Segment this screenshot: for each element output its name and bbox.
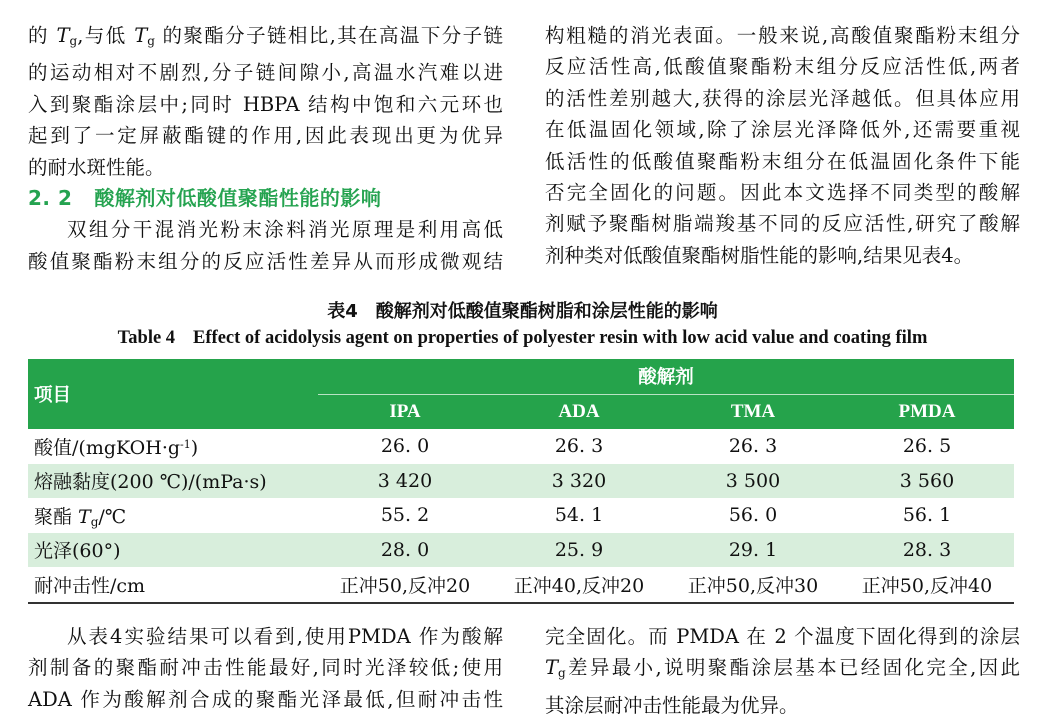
paragraph-line: 的 $T_g$,与低 $T_g$ 的聚酯分子链相比,其在高温下分子链 (28, 24, 503, 48)
table-cell: 54. 1 (554, 504, 604, 527)
text-column-bottom-right (545, 621, 1020, 721)
table-cell: 25. 9 (492, 533, 666, 568)
paragraph-line: 在低温固化领域,除了涂层光泽降低外,还需要重视 (545, 118, 1020, 142)
table-caption-zh: 表4 酸解剂对低酸值聚酯树脂和涂层性能的影响 (327, 301, 718, 322)
row-label: 酸值$/(mgKOH\cdot g^{-1})$ (34, 436, 199, 459)
table-cell: 28. 0 (318, 533, 492, 568)
table-row (28, 498, 1014, 533)
header-item: 项目 (28, 359, 318, 429)
section-number: 2. 2 (28, 186, 73, 211)
paragraph-line: 剂赋予聚酯树脂端羧基不同的反应活性,研究了酸解 (545, 212, 1020, 236)
paragraph-line: 起到了一定屏蔽酯键的作用,因此表现出更为优异 (28, 124, 503, 148)
table-cell: 正冲50,反冲30 (666, 567, 840, 603)
paragraph-line: 双组分干混消光粉末涂料消光原理是利用高低 (67, 218, 503, 242)
table-row (28, 429, 1014, 464)
paragraph-line: 入到聚酯涂层中;同时 HBPA 结构中饱和六元环也 (28, 92, 503, 116)
table-cell: 3 320 (492, 464, 666, 499)
paragraph-line: $T_g$差异最小,说明聚酯涂层基本已经固化完全,因此 (545, 656, 1020, 681)
column-header: TMA (666, 394, 840, 429)
row-label: 熔融黏度(200 ℃)/(mPa·s) (28, 464, 318, 499)
paragraph-line: 构粗糙的消光表面。一般来说,高酸值聚酯粉末组分 (545, 24, 1020, 47)
table-cell: 55. 2 (380, 504, 430, 527)
row-label: 光泽(60°) (28, 533, 318, 568)
table-cell: 26. 3 (728, 435, 778, 458)
paragraph-line: 否完全固化的问题。因此本文选择不同类型的酸解 (545, 181, 1020, 205)
table-cell: 正冲50,反冲20 (318, 567, 492, 603)
table-cell: 29. 1 (666, 533, 840, 568)
paragraph-line: 剂制备的聚酯耐冲击性能最好,同时光泽较低;使用 (28, 656, 503, 680)
paragraph-line: 反应活性高,低酸值聚酯粉末组分反应活性低,两者 (545, 55, 1020, 79)
table-row (28, 533, 1014, 568)
paragraph-line: ADA 作为酸解剂合成的聚酯光泽最低,但耐冲击性 (28, 687, 503, 711)
table-cell: 26. 5 (902, 435, 952, 458)
paragraph-line: 酸值聚酯粉末组分的反应活性差异从而形成微观结 (28, 249, 503, 273)
row-label: 聚酯 $T_g/℃$ (34, 505, 127, 529)
paragraph-line: 低活性的低酸值聚酯粉末组分在低温固化条件下能 (545, 149, 1020, 173)
section-heading (28, 183, 503, 214)
table-caption-en: Table 4 Effect of acidolysis agent on properties of polyester resin with low acid value and coating film (117, 328, 928, 348)
paragraph-line: 其涂层耐冲击性能最为优异。 (545, 693, 799, 717)
row-label: 耐冲击性/cm (28, 567, 318, 603)
table-row (28, 567, 1014, 603)
text-column-top-left (28, 20, 503, 277)
table-cell: 28. 3 (840, 533, 1014, 568)
text-column-bottom-left (28, 621, 503, 715)
table-row (28, 464, 1014, 499)
paragraph-line: 从表4实验结果可以看到,使用PMDA 作为酸解 (67, 625, 503, 648)
table-cell: 3 500 (666, 464, 840, 499)
paragraph-line: 完全固化。而 PMDA 在 2 个温度下固化得到的涂层 (545, 625, 1020, 648)
data-table (28, 359, 1014, 604)
table-cell: 56. 1 (902, 504, 952, 527)
column-header: IPA (318, 394, 492, 429)
paragraph-line: 的运动相对不剧烈,分子链间隙小,高温水汽难以进 (28, 61, 503, 85)
paragraph-line: 的活性差别越大,获得的涂层光泽越低。但具体应用 (545, 86, 1020, 110)
paragraph-line: 剂种类对低酸值聚酯树脂性能的影响,结果见表4。 (545, 243, 974, 267)
table-cell: 26. 3 (554, 435, 604, 458)
table-cell: 正冲40,反冲20 (492, 567, 666, 603)
column-header: ADA (492, 394, 666, 429)
table-cell: 56. 0 (728, 504, 778, 527)
column-header: PMDA (840, 394, 1014, 429)
table-cell: 26. 0 (380, 435, 430, 458)
table-cell: 正冲50,反冲40 (840, 567, 1014, 603)
table-cell: 3 420 (318, 464, 492, 499)
table-cell: 3 560 (840, 464, 1014, 499)
paragraph-line: 的耐水斑性能。 (28, 155, 165, 179)
header-group: 酸解剂 (318, 359, 1014, 394)
text-column-top-right (545, 20, 1020, 271)
section-title: 酸解剂对低酸值聚酯性能的影响 (94, 186, 382, 211)
